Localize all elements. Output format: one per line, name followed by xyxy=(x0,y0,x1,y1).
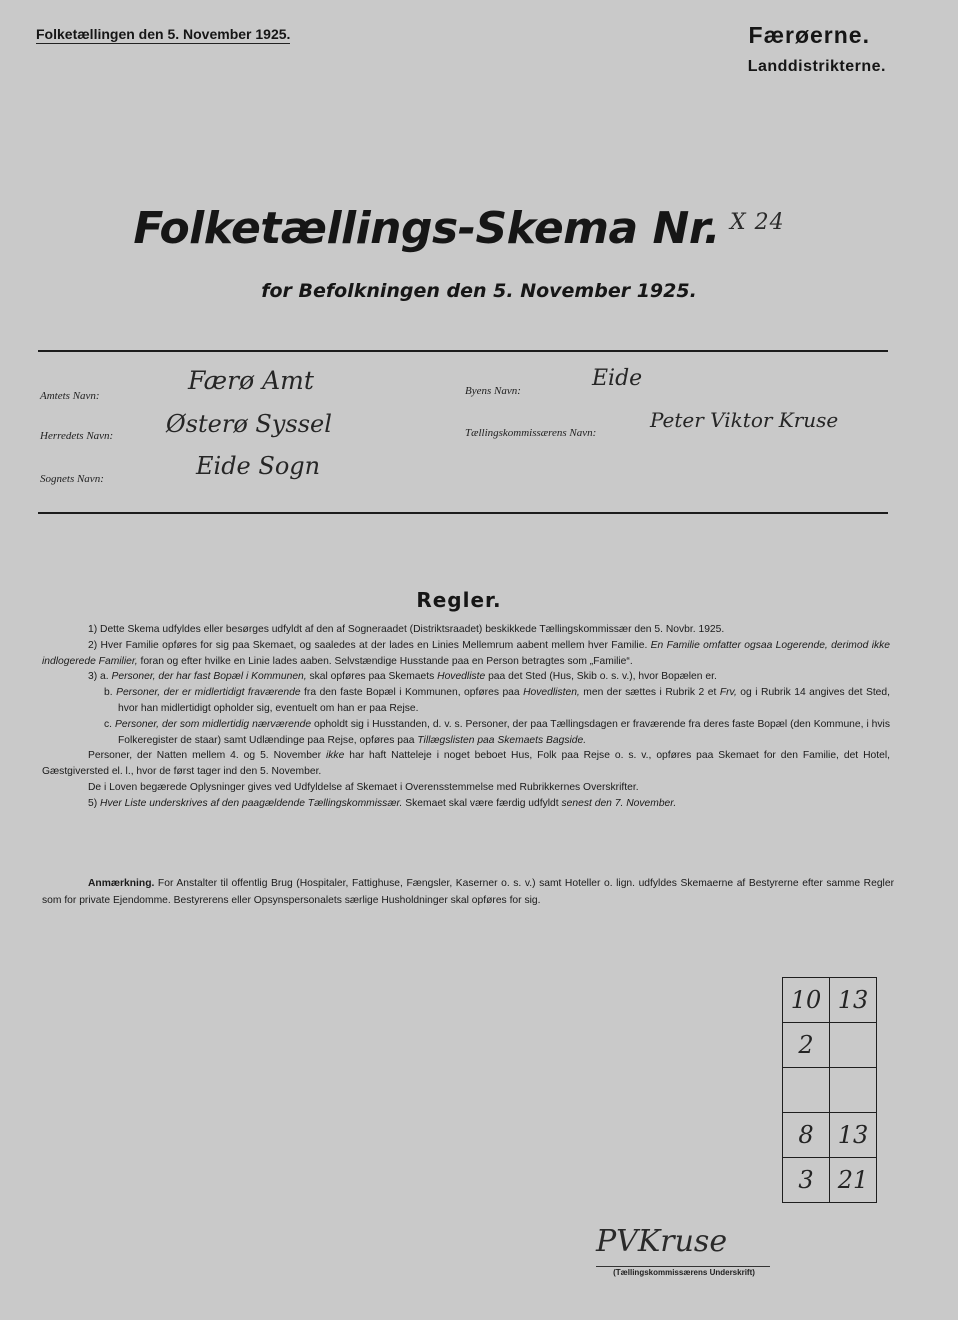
rule-3a: 3) a. Personer, der har fast Bopæl i Kommunen, skal opføres paa Skemaets Hovedliste paa det Sted (Hus, Skib o. s. v.), hvor Bopælen er. xyxy=(88,671,717,683)
by-label: Byens Navn: xyxy=(465,385,521,397)
amt-label: Amtets Navn: xyxy=(40,390,100,402)
tally-cell: 2 xyxy=(783,1023,830,1068)
rule-3c: c. Personer, der som midlertidig nærværende opholdt sig i Husstanden, d. v. s. Personer, der paa Tællingsdagen er fraværende fra deres faste Bopæl (den Kommune, i hvis Folkeregister de staar) samt Udlændinge paa Rejse, opføres paa Tillægslisten paa Skemaets Bagside. xyxy=(104,718,890,746)
signature: PVKruse xyxy=(596,1224,728,1259)
by-value: Eide xyxy=(592,366,643,391)
rule-3b: b. Personer, der er midlertidigt fraværende fra den faste Bopæl i Kommunen, opføres paa Hovedlisten, men der sættes i Rubrik 2 et Frv, og i Rubrik 14 angives det Sted, hvor han midlertidigt opholder sig, eventuelt om han er paa Rejse. xyxy=(104,687,890,714)
note-paragraph xyxy=(42,876,894,909)
district-header: Landdistrikterne. xyxy=(747,58,886,75)
tally-cell: 8 xyxy=(783,1113,830,1158)
rules-text xyxy=(42,622,890,812)
rule-2: 2) Hver Familie opføres for sig paa Skemaet, og saaledes at der lades en Linies Mellemrum aabent mellem hver Familie. En Familie omfatter ogsaa Logerende, derimod ikke indlogerede Familier, foran og efter hvilke en Linie lades aaben. Selvstændige Husstande paa en Person betragtes som „Familie“. xyxy=(42,639,890,667)
herred-label: Herredets Navn: xyxy=(40,430,114,442)
herred-value: Østerø Syssel xyxy=(166,410,332,438)
tally-row xyxy=(783,978,877,1023)
note-lead: Anmærkning. xyxy=(88,878,155,889)
sogn-label: Sognets Navn: xyxy=(40,473,104,485)
tally-row xyxy=(783,1158,877,1203)
divider-top xyxy=(38,350,888,352)
tally-cell: 10 xyxy=(783,978,830,1023)
signature-caption: (Tællingskommissærens Underskrift) xyxy=(613,1268,755,1277)
divider-bottom xyxy=(38,512,888,514)
form-number-handwritten: X 24 xyxy=(730,210,785,235)
sogn-value: Eide Sogn xyxy=(196,452,321,480)
census-date-header: Folketællingen den 5. November 1925. xyxy=(36,26,291,42)
tally-cell: 21 xyxy=(830,1158,877,1203)
tally-cell xyxy=(830,1023,877,1068)
amt-value: Færø Amt xyxy=(188,366,314,395)
rule-1: 1) Dette Skema udfyldes eller besørges udfyldt af den af Sogneraadet (Distriktsraadet) beskikkede Tællingskommissær den 5. Novbr. 1925. xyxy=(88,624,725,635)
tally-row xyxy=(783,1113,877,1158)
rule-4: Personer, der Natten mellem 4. og 5. November ikke har haft Natteleje i noget beboet Hus, Folk paa Rejse o. s. v., opføres paa Skemaet for den Familie, det Hotel, Gæstgiversted el. l., hvor de først tager ind den 5. November. xyxy=(42,750,890,778)
form-subtitle: for Befolkningen den 5. November 1925. xyxy=(261,280,697,302)
tally-row xyxy=(783,1068,877,1113)
tally-cell: 3 xyxy=(783,1158,830,1203)
rules-heading-text: Regler. xyxy=(416,588,502,612)
form-title xyxy=(0,203,958,254)
signature-line xyxy=(596,1266,770,1267)
kommissaer-label: Tællingskommissærens Navn: xyxy=(465,427,597,439)
rule-5: 5) Hver Liste underskrives af den paagældende Tællingskommissær. Skemaet skal være færdig udfyldt senest den 7. November. xyxy=(88,797,677,809)
rule-4b: De i Loven begærede Oplysninger gives ved Udfyldelse af Skemaet i Overensstemmelse med Rubrikkernes Overskrifter. xyxy=(88,781,639,793)
tally-box xyxy=(782,977,877,1203)
region-header: Færøerne. xyxy=(748,22,870,48)
tally-cell xyxy=(830,1068,877,1113)
note-text: For Anstalter til offentlig Brug (Hospitaler, Fattighuse, Fængsler, Kaserner o. s. v.) samt Hoteller o. lign. udfyldes Skemaerne af Bestyrerne efter samme Regler som for private Ejendomme. Bestyrerens eller Opsynspersonalets særlige Husholdninger skal opføres for sig. xyxy=(42,878,894,906)
kommissaer-value: Peter Viktor Kruse xyxy=(650,408,839,432)
tally-cell: 13 xyxy=(830,978,877,1023)
tally-row xyxy=(783,1023,877,1068)
form-title-text: Folketællings-Skema Nr. xyxy=(133,203,721,254)
tally-cell: 13 xyxy=(830,1113,877,1158)
tally-cell xyxy=(783,1068,830,1113)
rules-heading xyxy=(0,588,958,612)
